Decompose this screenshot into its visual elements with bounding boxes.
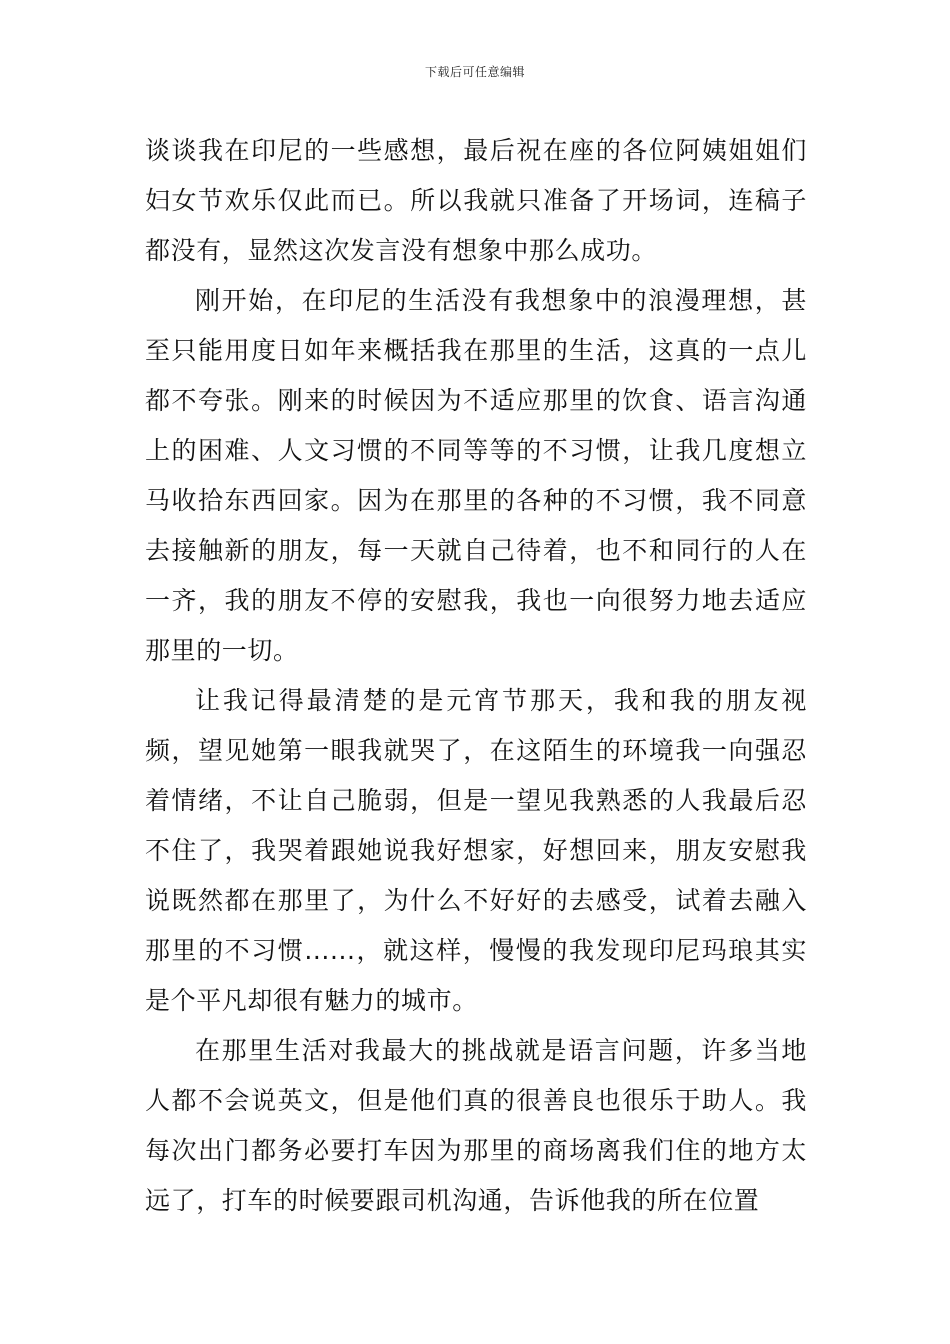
paragraph-3: 让我记得最清楚的是元宵节那天，我和我的朋友视频，望见她第一眼我就哭了，在这陌生的环境我一向强忍着情绪，不让自己脆弱，但是一望见我熟悉的人我最后忍不住了，我哭着跟她说我好想家，好想回来，朋友安慰我说既然都在那里了，为什么不好好的去感受，试着去融入那里的不习惯......，就这样，慢慢的我发现印尼玛琅其实是个平凡却很有魅力的城市。 bbox=[145, 686, 807, 1015]
paragraph-2: 刚开始，在印尼的生活没有我想象中的浪漫理想，甚至只能用度日如年来概括我在那里的生活，这真的一点儿都不夸张。刚来的时候因为不适应那里的饮食、语言沟通上的困难、人文习惯的不同等等的不习惯，让我几度想立马收拾东西回家。因为在那里的各种的不习惯，我不同意去接触新的朋友，每一天就自己待着，也不和同行的人在一齐，我的朋友不停的安慰我，我也一向很努力地去适应那里的一切。 bbox=[145, 286, 807, 665]
document-body bbox=[145, 126, 807, 1226]
page-header: 下载后可任意编辑 bbox=[424, 65, 525, 79]
paragraph-1: 谈谈我在印尼的一些感想，最后祝在座的各位阿姨姐姐们妇女节欢乐仅此而已。所以我就只准备了开场词，连稿子都没有，显然这次发言没有想象中那么成功。 bbox=[145, 136, 807, 265]
paragraph-4: 在那里生活对我最大的挑战就是语言问题，许多当地人都不会说英文，但是他们真的很善良也很乐于助人。我每次出门都务必要打车因为那里的商场离我们住的地方太远了，打车的时候要跟司机沟通，告诉他我的所在位置 bbox=[145, 1036, 807, 1215]
